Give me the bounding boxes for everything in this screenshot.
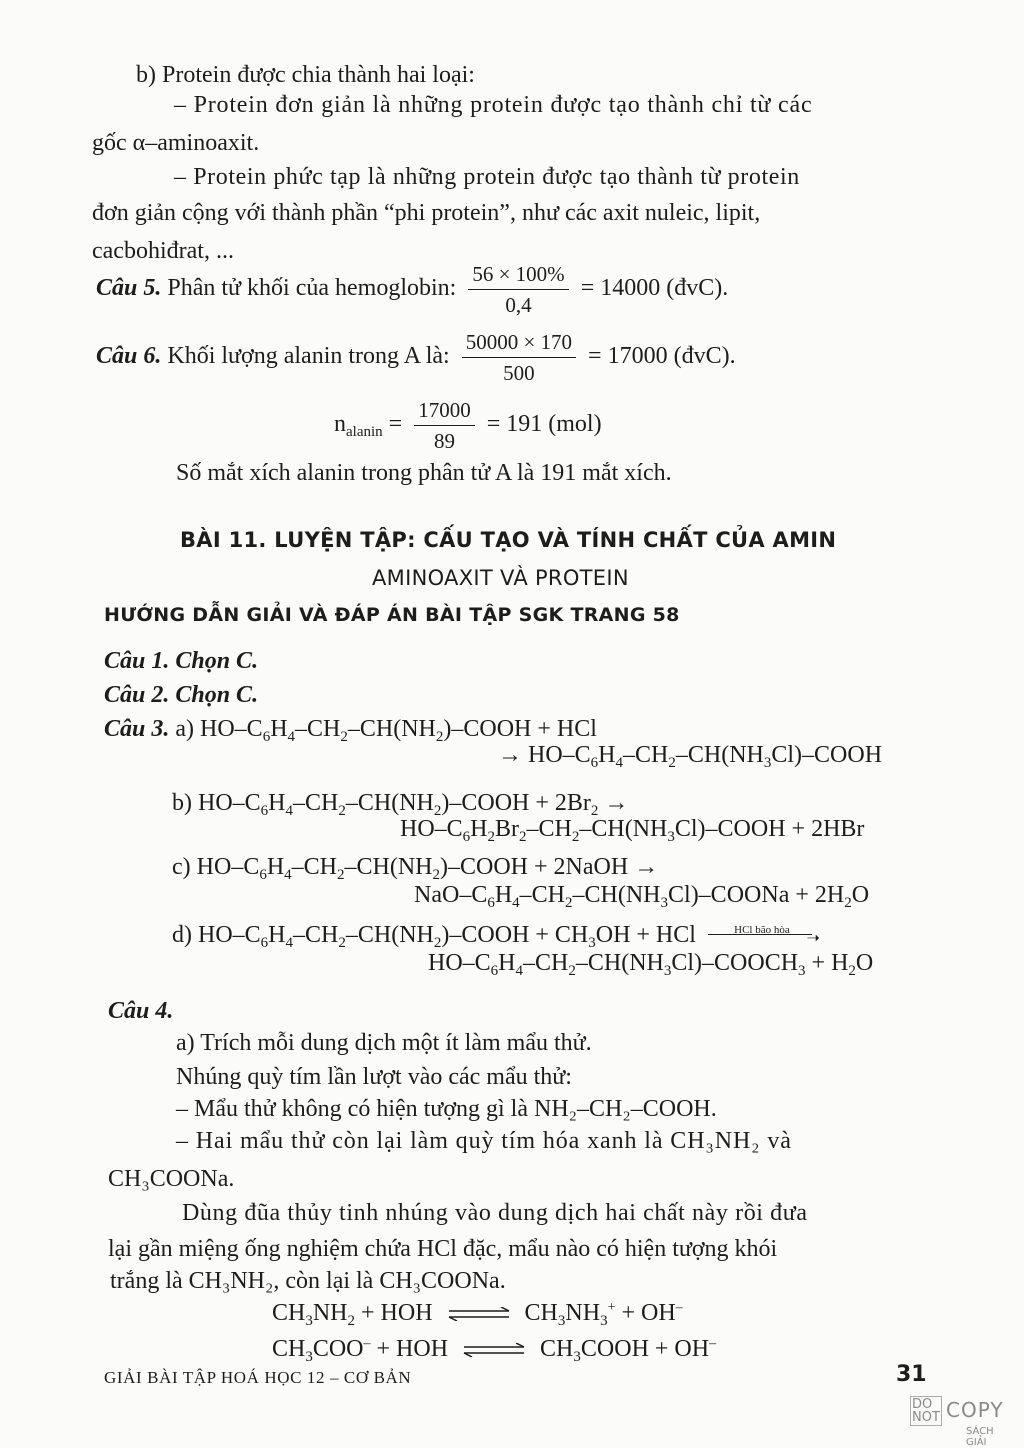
cau4-no-change-line: – Mẩu thử không có hiện tượng gì là NH₂–CH₂–COOH.: [176, 1096, 717, 1122]
cau5-numerator: 56 × 100%: [468, 261, 568, 290]
equilibrium-arrow-icon: [462, 1343, 526, 1357]
cau6-line: [96, 326, 736, 386]
n-symbol: n: [334, 411, 346, 437]
equilibrium-arrow-icon: [447, 1307, 511, 1321]
cau6-denominator: 500: [503, 360, 535, 385]
cau4-dip-line: Nhúng quỳ tím lần lượt vào các mẩu thử:: [176, 1064, 572, 1090]
cau3-c-prefix: c): [172, 854, 191, 880]
cau4-blue-line-1: – Hai mẩu thử còn lại làm quỳ tím hóa xanh là CH₃NH₂ và: [176, 1128, 792, 1154]
cau5-fraction: [468, 261, 568, 318]
watermark-sach-giai: SÁCH GIẢI: [966, 1426, 994, 1448]
reaction-arrow-with-condition: [702, 926, 822, 946]
cau3-a-products: → $HO-C_6H_4-CH_2-CH(NH_3Cl)$–COOH: [498, 742, 883, 771]
equilibrium-1: $CH_3NH_2$ + HOH $CH_3NH_3^+ + OH^-$: [272, 1300, 683, 1329]
cau3-d-products: $HO-C_6H_4-CH_2-CH(NH_3Cl)-COOCH_3 + H_2O$: [428, 950, 874, 979]
cau4-rod-line-3: trắng là CH₃NH₂, còn lại là CH₃COONa.: [110, 1268, 506, 1294]
book-title-footer: GIẢI BÀI TẬP HOÁ HỌC 12 – CƠ BẢN: [104, 1368, 412, 1387]
cau3-a-reactants: $HO-C_6H_4-CH_2-CH(NH_2)$–COOH + HCl: [200, 716, 597, 745]
protein-complex-line-1: – Protein phức tạp là những protein được tạo thành từ protein: [174, 164, 800, 190]
n-result: = 191 (mol): [486, 411, 602, 437]
cau3-b-prefix: b): [172, 790, 192, 816]
cau5-denominator: 0,4: [505, 292, 532, 317]
cau4-blue-line-2: CH₃COONa.: [108, 1166, 235, 1192]
do-not-copy-watermark: [910, 1396, 1016, 1448]
cau2-answer: Câu 2. Chọn C.: [104, 682, 259, 708]
equilibrium-2: $CH_3COO^-$ + HOH $CH_3COOH + OH^-$: [272, 1336, 717, 1365]
cau3-b-products: $HO-C_6H_2Br_2-CH_2-CH(NH_3Cl)$–COOH + 2HBr: [400, 816, 865, 845]
n-subscript: alanin: [346, 424, 383, 440]
n-equals: =: [388, 411, 403, 437]
n-denominator: 89: [433, 428, 455, 453]
cau6-numerator: 50000 × 170: [462, 329, 576, 358]
cau6-text: Khối lượng alanin trong A là:: [167, 343, 450, 369]
cau3-b-reactants: $HO-C_6H_4-CH_2-CH(NH_2)$–COOH + $2Br_2$ →: [198, 790, 629, 819]
cau4-label: Câu 4.: [108, 998, 174, 1024]
cau3-d-line-1: [172, 920, 822, 950]
protein-complex-line-3: cacbohiđrat, ...: [92, 238, 234, 264]
cau3-label: Câu 3.: [104, 716, 170, 742]
bai11-subtitle: HƯỚNG DẪN GIẢI VÀ ĐÁP ÁN BÀI TẬP SGK TRANG 58: [104, 604, 680, 626]
cau4-rod-line-1: Dùng đũa thủy tinh nhúng vào dung dịch hai chất này rồi đưa: [182, 1200, 808, 1226]
cau5-label: Câu 5.: [96, 275, 162, 301]
cau5-line: [96, 258, 728, 318]
watermark-do-not: DO NOT: [912, 1397, 940, 1425]
n-numerator: 17000: [414, 397, 475, 426]
cau3-c-products: NaO–$C_6H_4-CH_2-CH(NH_3Cl)$–COONa + $2H_2O$: [414, 882, 870, 911]
page-number: 31: [896, 1362, 927, 1387]
cau3-d-reactants: $HO-C_6H_4-CH_2-CH(NH_2)$–COOH + $CH_3OH$ + HCl: [198, 922, 696, 951]
n-fraction: [414, 397, 475, 454]
cau5-result: = 14000 (đvC).: [580, 275, 729, 301]
arrow-shaft: [708, 934, 812, 935]
watermark-copy: COPY: [946, 1398, 1004, 1422]
cau6-label: Câu 6.: [96, 343, 162, 369]
bai11-title-line-1: BÀI 11. LUYỆN TẬP: CẤU TẠO VÀ TÍNH CHẤT CỦA AMIN: [180, 528, 837, 552]
cau1-answer: Câu 1. Chọn C.: [104, 648, 259, 674]
n-alanin-line: [334, 394, 602, 454]
cau5-text: Phân tử khối của hemoglobin:: [167, 275, 457, 301]
cau6-result: = 17000 (đvC).: [588, 343, 736, 369]
cau3-c-reactants: $HO-C_6H_4-CH_2-CH(NH_2)$–COOH + 2NaOH →: [196, 854, 659, 883]
arrow-condition-label: HCl bão hòa: [734, 924, 790, 937]
cau6-conclusion: Số mắt xích alanin trong phân tử A là 191 mắt xích.: [176, 460, 672, 486]
bai11-title-line-2: AMINOAXIT VÀ PROTEIN: [372, 566, 629, 590]
protein-complex-line-2: đơn giản cộng với thành phần “phi protein”, như các axit nuleic, lipit,: [92, 200, 761, 226]
protein-b-intro: b) Protein được chia thành hai loại:: [136, 62, 475, 88]
cau3-c-line-1: [172, 852, 658, 882]
cau4-a-line: a) Trích mỗi dung dịch một ít làm mẩu thử.: [176, 1030, 592, 1056]
cau3-a-prefix: a): [175, 716, 195, 742]
cau6-fraction: [462, 329, 576, 386]
protein-simple-line-2: gốc α–aminoaxit.: [92, 130, 260, 156]
cau4-rod-line-2: lại gần miệng ống nghiệm chứa HCl đặc, mẩu nào có hiện tượng khói: [108, 1236, 778, 1262]
cau3-d-prefix: d): [172, 922, 192, 948]
protein-simple-line-1: – Protein đơn giản là những protein được tạo thành chỉ từ các: [174, 92, 813, 118]
arrow-head-icon: ➝: [806, 930, 820, 948]
